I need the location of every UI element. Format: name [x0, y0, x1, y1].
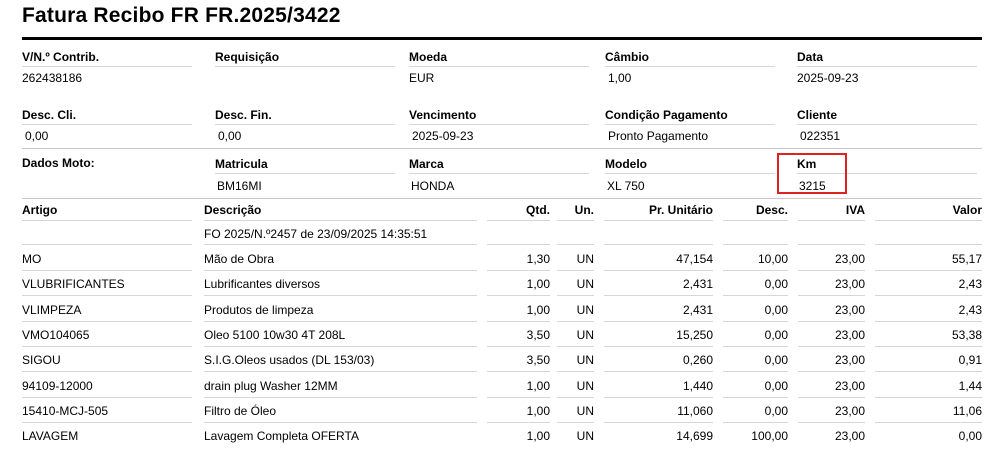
table-cell: UN — [576, 404, 594, 418]
row-divider — [798, 346, 865, 347]
table-cell: 23,00 — [834, 404, 865, 418]
row-divider — [557, 220, 594, 221]
header-label: Condição Pagamento — [605, 108, 728, 122]
row-divider — [557, 321, 594, 322]
table-cell: Lavagem Completa OFERTA — [204, 429, 359, 443]
row-divider — [557, 422, 594, 423]
row-divider — [723, 397, 788, 398]
header-divider — [605, 66, 775, 67]
row-divider — [604, 371, 713, 372]
header-value: 0,00 — [25, 129, 49, 143]
row-divider — [204, 397, 477, 398]
table-cell: 2,43 — [958, 277, 982, 291]
row-divider — [22, 346, 192, 347]
row-divider — [22, 371, 192, 372]
table-cell: 14,699 — [676, 429, 713, 443]
reference-line: FO 2025/N.º2457 de 23/09/2025 14:35:51 — [204, 227, 428, 241]
moto-label: Marca — [409, 157, 444, 171]
table-cell: 1,440 — [682, 379, 713, 393]
moto-value: BM16MI — [217, 179, 262, 193]
row-divider — [875, 220, 982, 221]
table-cell: 3,50 — [526, 328, 550, 342]
row-divider — [723, 321, 788, 322]
header-label: Desc. Cli. — [22, 108, 77, 122]
section-divider — [22, 148, 982, 149]
table-cell: 11,06 — [952, 404, 982, 418]
row-divider — [875, 422, 982, 423]
header-label: Requisição — [215, 50, 280, 64]
row-divider — [204, 270, 477, 271]
header-divider — [605, 124, 775, 125]
moto-divider — [409, 173, 589, 174]
row-divider — [22, 422, 192, 423]
row-divider — [204, 371, 477, 372]
row-divider — [204, 422, 477, 423]
table-cell: 0,260 — [682, 353, 713, 367]
row-divider — [875, 371, 982, 372]
row-divider — [798, 220, 865, 221]
table-cell: Mão de Obra — [204, 252, 275, 266]
row-divider — [723, 220, 788, 221]
row-divider — [604, 244, 713, 245]
table-cell: Oleo 5100 10w30 4T 208L — [204, 328, 346, 342]
row-divider — [798, 371, 865, 372]
row-divider — [22, 270, 192, 271]
header-label: Moeda — [409, 50, 448, 64]
row-divider — [557, 371, 594, 372]
row-divider — [875, 244, 982, 245]
header-value: 2025-09-23 — [797, 71, 859, 85]
header-divider — [215, 124, 395, 125]
table-cell: 23,00 — [834, 328, 865, 342]
row-divider — [487, 397, 550, 398]
row-divider — [798, 244, 865, 245]
header-value: 262438186 — [22, 71, 83, 85]
row-divider — [723, 270, 788, 271]
table-cell: Lubrificantes diversos — [204, 277, 321, 291]
row-divider — [204, 220, 477, 221]
column-header: Descrição — [204, 203, 262, 217]
table-cell: UN — [576, 303, 594, 317]
row-divider — [875, 321, 982, 322]
header-divider — [797, 66, 977, 67]
row-divider — [798, 295, 865, 296]
header-divider — [409, 124, 589, 125]
row-divider — [487, 371, 550, 372]
table-cell: 10,00 — [757, 252, 788, 266]
row-divider — [604, 422, 713, 423]
row-divider — [798, 321, 865, 322]
table-cell: 0,00 — [958, 429, 982, 443]
header-value: 1,00 — [608, 71, 632, 85]
table-cell: 1,00 — [526, 303, 550, 317]
section-divider — [22, 198, 982, 199]
table-cell: UN — [576, 353, 594, 367]
header-value: 022351 — [800, 129, 841, 143]
row-divider — [798, 270, 865, 271]
row-divider — [875, 270, 982, 271]
table-cell: 47,154 — [676, 252, 713, 266]
header-divider — [215, 66, 395, 67]
table-cell: 3,50 — [526, 353, 550, 367]
header-divider — [797, 124, 977, 125]
table-cell: 53,38 — [951, 328, 982, 342]
row-divider — [22, 220, 192, 221]
row-divider — [487, 295, 550, 296]
table-cell: 2,431 — [682, 303, 713, 317]
row-divider — [875, 346, 982, 347]
table-cell: Filtro de Óleo — [204, 404, 277, 418]
column-header: Artigo — [22, 203, 58, 217]
row-divider — [875, 295, 982, 296]
table-cell: SIGOU — [22, 353, 61, 367]
title-rule — [22, 37, 982, 40]
table-cell: 100,00 — [751, 429, 788, 443]
column-header: Valor — [952, 203, 982, 217]
table-cell: MO — [22, 252, 42, 266]
table-cell: 11,060 — [677, 404, 713, 418]
header-label: Desc. Fin. — [215, 108, 272, 122]
row-divider — [604, 270, 713, 271]
moto-value: 3215 — [799, 179, 826, 193]
table-cell: LAVAGEM — [22, 429, 79, 443]
row-divider — [204, 346, 477, 347]
table-cell: UN — [576, 328, 594, 342]
column-header: Desc. — [755, 203, 788, 217]
moto-value: HONDA — [411, 179, 455, 193]
table-cell: S.I.G.Oleos usados (DL 153/03) — [204, 353, 375, 367]
row-divider — [723, 371, 788, 372]
row-divider — [487, 422, 550, 423]
column-header: IVA — [845, 203, 865, 217]
table-cell: 55,17 — [951, 252, 982, 266]
moto-divider — [605, 173, 775, 174]
header-divider — [22, 66, 192, 67]
table-cell: UN — [576, 379, 594, 393]
row-divider — [798, 397, 865, 398]
table-cell: Produtos de limpeza — [204, 303, 314, 317]
row-divider — [487, 270, 550, 271]
row-divider — [487, 220, 550, 221]
row-divider — [22, 244, 192, 245]
table-cell: 1,00 — [526, 429, 550, 443]
table-cell: 94109-12000 — [22, 379, 93, 393]
table-cell: 23,00 — [834, 379, 865, 393]
moto-section-label: Dados Moto: — [22, 156, 95, 170]
row-divider — [723, 295, 788, 296]
row-divider — [204, 244, 477, 245]
table-cell: VLUBRIFICANTES — [22, 277, 125, 291]
row-divider — [875, 397, 982, 398]
table-cell: 0,91 — [958, 353, 982, 367]
row-divider — [557, 346, 594, 347]
table-cell: 23,00 — [834, 277, 865, 291]
row-divider — [487, 244, 550, 245]
row-divider — [723, 244, 788, 245]
header-label: Data — [797, 50, 824, 64]
moto-label: Matricula — [215, 157, 268, 171]
table-cell: UN — [576, 429, 594, 443]
header-value: 0,00 — [218, 129, 242, 143]
row-divider — [204, 295, 477, 296]
table-cell: 23,00 — [834, 353, 865, 367]
row-divider — [798, 422, 865, 423]
table-cell: 1,44 — [958, 379, 982, 393]
moto-divider — [215, 173, 395, 174]
row-divider — [557, 295, 594, 296]
table-cell: 1,00 — [526, 277, 550, 291]
table-cell: 1,00 — [526, 379, 550, 393]
row-divider — [604, 346, 713, 347]
table-cell: VMO104065 — [22, 328, 90, 342]
header-value: Pronto Pagamento — [608, 129, 709, 143]
table-cell: UN — [576, 277, 594, 291]
column-header: Qtd. — [526, 203, 550, 217]
column-header: Pr. Unitário — [648, 203, 713, 217]
row-divider — [22, 321, 192, 322]
moto-label: Modelo — [605, 157, 647, 171]
row-divider — [557, 397, 594, 398]
table-cell: 1,30 — [526, 252, 550, 266]
table-cell: 0,00 — [764, 277, 788, 291]
row-divider — [723, 346, 788, 347]
column-header: Un. — [574, 203, 594, 217]
document-title: Fatura Recibo FR FR.2025/3422 — [22, 4, 341, 27]
row-divider — [604, 397, 713, 398]
table-cell: 15410-MCJ-505 — [22, 404, 109, 418]
header-value: EUR — [409, 71, 435, 85]
row-divider — [487, 346, 550, 347]
table-cell: 0,00 — [764, 404, 788, 418]
table-cell: VLIMPEZA — [22, 303, 82, 317]
row-divider — [22, 397, 192, 398]
row-divider — [22, 295, 192, 296]
header-label: Cliente — [797, 108, 838, 122]
row-divider — [557, 270, 594, 271]
table-cell: 1,00 — [526, 404, 550, 418]
table-cell: UN — [576, 252, 594, 266]
table-cell: 0,00 — [764, 353, 788, 367]
row-divider — [604, 220, 713, 221]
table-cell: 0,00 — [764, 303, 788, 317]
km-highlight-box — [777, 153, 847, 194]
header-label: Câmbio — [605, 50, 650, 64]
table-cell: 15,250 — [676, 328, 713, 342]
row-divider — [487, 321, 550, 322]
header-divider — [22, 124, 192, 125]
table-cell: drain plug Washer 12MM — [204, 379, 338, 393]
header-divider — [409, 66, 589, 67]
row-divider — [723, 422, 788, 423]
table-cell: 0,00 — [764, 328, 788, 342]
row-divider — [604, 295, 713, 296]
header-label: Vencimento — [409, 108, 477, 122]
moto-value: XL 750 — [607, 179, 645, 193]
table-cell: 2,43 — [958, 303, 982, 317]
table-cell: 2,431 — [682, 277, 713, 291]
row-divider — [604, 321, 713, 322]
header-value: 2025-09-23 — [412, 129, 474, 143]
row-divider — [204, 321, 477, 322]
table-cell: 23,00 — [834, 303, 865, 317]
moto-label: Km — [797, 157, 817, 171]
table-cell: 0,00 — [764, 379, 788, 393]
header-label: V/N.º Contrib. — [22, 50, 100, 64]
row-divider — [557, 244, 594, 245]
table-cell: 23,00 — [834, 252, 865, 266]
table-cell: 23,00 — [834, 429, 865, 443]
